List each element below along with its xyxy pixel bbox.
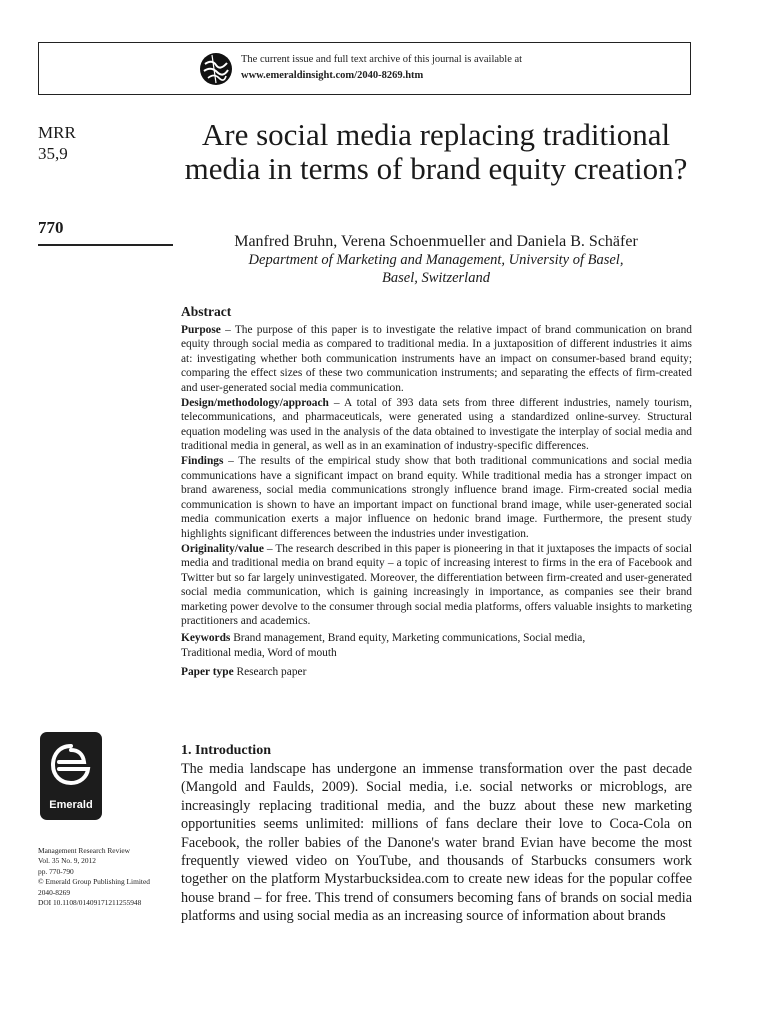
author-affiliation bbox=[181, 251, 691, 287]
volume-issue: 35,9 bbox=[38, 144, 68, 163]
logo-wordmark: Emerald bbox=[49, 799, 93, 811]
abstract-findings bbox=[181, 454, 692, 542]
article-title: Are social media replacing traditional media in terms of brand equity creation? bbox=[184, 117, 688, 186]
abstract-paper-type bbox=[181, 665, 692, 680]
abstract-design bbox=[181, 396, 692, 454]
findings-text: – The results of the empirical study show that both traditional communications and social media communications have a significant impact on brand equity. While traditional media has a stronger impact on brand awareness, social media communications strongly influence brand image. Firm-created social media communication is shown to have an important impact on functional brand image, while user-generated social media communication exerts a major influence on hedonic brand image. Furthermore, the present study highlights significant differences between the industries under investigation. bbox=[181, 454, 692, 540]
journal-url-link[interactable]: www.emeraldinsight.com/2040-8269.htm bbox=[241, 70, 424, 81]
emerald-globe-icon bbox=[199, 52, 233, 86]
keywords-text-line-2: Traditional media, Word of mouth bbox=[181, 646, 337, 659]
introduction-body: The media landscape has undergone an immense transformation over the past decade (Mangold and Faulds, 2009). Social media, i.e. social networks or microblogs, are increasingly replacing traditional media, and the buzz about these new marketing opportunities seems unlimited: millions of fans declare their love to Coca-Cola on Facebook, the roller babies of the Danone's water brand Evian have become the most frequently viewed video on YouTube, and thousands of Starbucks consumers work together on the platform Mystarbucksidea.com to create new ideas for the popular coffee house brand – for free. This trend of consumers becoming fans of brands on social media platforms and using social media as an increasing source of information about brands bbox=[181, 761, 692, 925]
abstract-keywords bbox=[181, 631, 692, 660]
page-number: 770 bbox=[38, 218, 173, 246]
journal-copyright: © Emerald Group Publishing Limited bbox=[38, 877, 150, 887]
affiliation-line-2: Basel, Switzerland bbox=[382, 270, 490, 286]
journal-abbreviation: MRR bbox=[38, 123, 76, 142]
paper-type-label: Paper type bbox=[181, 666, 234, 679]
article-authors: Manfred Bruhn, Verena Schoenmueller and Daniela B. Schäfer bbox=[234, 233, 638, 250]
introduction-section bbox=[181, 743, 692, 926]
originality-label: Originality/value bbox=[181, 542, 264, 555]
journal-pages: pp. 770-790 bbox=[38, 866, 74, 876]
affiliation-line-1: Department of Marketing and Management, University of Basel, bbox=[248, 252, 624, 268]
keywords-text-line-1: Brand management, Brand equity, Marketing communications, Social media, bbox=[230, 632, 586, 645]
introduction-heading: 1. Introduction bbox=[181, 743, 271, 758]
purpose-label: Purpose bbox=[181, 323, 221, 336]
journal-issn: 2040-8269 bbox=[38, 887, 71, 897]
archive-notice: The current issue and full text archive of this journal is available at bbox=[241, 54, 523, 65]
journal-doi: DOI 10.1108/01409171211255948 bbox=[38, 898, 142, 908]
design-label: Design/methodology/approach bbox=[181, 396, 329, 409]
paper-type-text: Research paper bbox=[233, 666, 307, 679]
purpose-text: – The purpose of this paper is to investigate the relative impact of brand communication on brand equity through social media as compared to traditional media. In a juxtaposition of different industries it aims at: investigating whether both communication instruments have an impact on consumer-based brand equity; comparing the effect sizes of these two communication instruments; and separating the effects of firm-created and user-generated social media communication. bbox=[181, 323, 692, 394]
journal-archive-banner bbox=[38, 42, 691, 95]
journal-citation-block bbox=[38, 846, 178, 908]
findings-label: Findings bbox=[181, 454, 224, 467]
journal-volume-block bbox=[38, 122, 173, 164]
abstract-heading: Abstract bbox=[181, 304, 232, 319]
originality-text: – The research described in this paper is pioneering in that it juxtaposes the impacts of social media and traditional media on brand equity – a topic of increasing interest to firms in the era of Facebook and Twitter but so far largely uninvestigated. Moreover, the differentiation between firm-created and user-generated social media communication, which is gaining increasingly in importance, as companies see their brand marketing power devolve to the consumer through social media platforms, offers valuable insights to marketing practitioners and academics. bbox=[181, 542, 692, 628]
journal-volume: Vol. 35 No. 9, 2012 bbox=[38, 856, 96, 866]
abstract-section bbox=[181, 305, 692, 680]
design-text: – A total of 393 data sets from three different industries, namely tourism, telecommunications, and pharmaceuticals, were generated using a standardized online-survey. Structural equation modeling was used in the analysis of the data obtained to investigate the interplay of social media and traditional media in general, as well as in an examination of industry-specific differences. bbox=[181, 396, 692, 453]
abstract-originality bbox=[181, 542, 692, 630]
journal-name: Management Research Review bbox=[38, 846, 130, 855]
emerald-logo bbox=[40, 732, 102, 820]
keywords-label: Keywords bbox=[181, 632, 231, 645]
abstract-purpose bbox=[181, 323, 692, 396]
